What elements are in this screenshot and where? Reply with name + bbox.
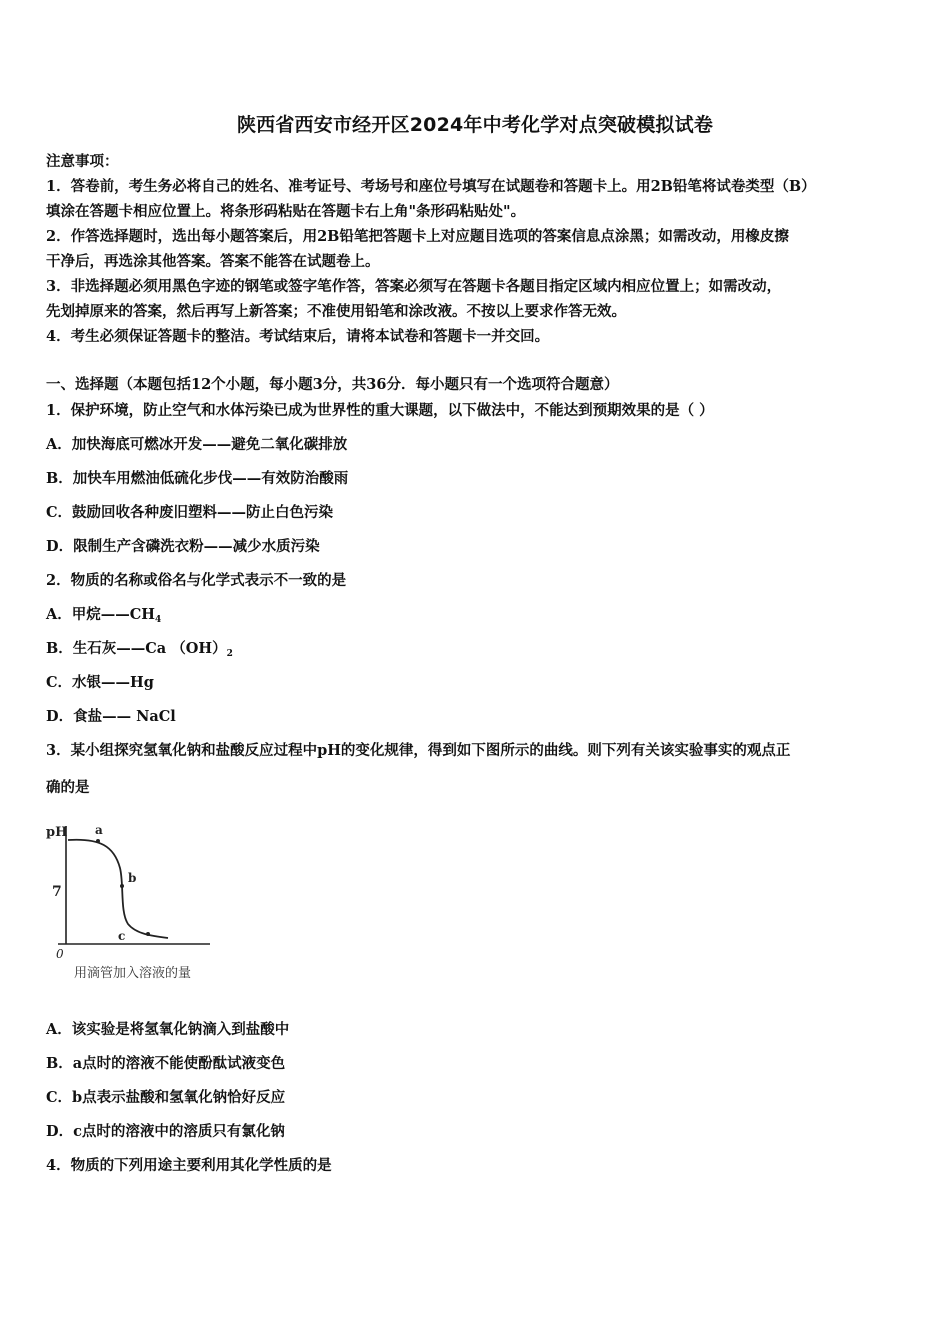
question-2-option-c: C．水银——Hg <box>46 674 154 691</box>
point-c-dot <box>146 932 150 936</box>
point-c-label: c <box>118 929 126 943</box>
question-1-option-d: D．限制生产含磷洗衣粉——减少水质污染 <box>46 538 320 555</box>
question-1-option-a: A．加快海底可燃冰开发——避免二氧化碳排放 <box>46 436 348 453</box>
point-a-label: a <box>95 823 103 837</box>
question-2-option-d: D．食盐—— NaCl <box>46 708 176 725</box>
question-1-option-b: B．加快车用燃油低硫化步伐——有效防治酸雨 <box>46 470 349 487</box>
point-b-dot <box>120 884 124 888</box>
y-axis-label: pH <box>46 825 68 840</box>
question-3-stem-line-2: 确的是 <box>46 779 90 796</box>
question-3-stem-line-1: 3．某小组探究氢氧化钠和盐酸反应过程中pH的变化规律，得到如下图所示的曲线。则下列有关该实验事实的观点正 <box>46 742 791 759</box>
x-axis-caption: 用滴管加入溶液的量 <box>74 966 192 981</box>
subscript: 2 <box>226 649 233 659</box>
ph-curve-svg <box>40 812 220 962</box>
question-2-option-a <box>46 608 161 625</box>
question-2-option-b <box>46 642 233 659</box>
page-title: 陕西省西安市经开区2024年中考化学对点突破模拟试卷 <box>236 114 714 136</box>
question-2-option-b-text: B．生石灰——Ca （OH） <box>46 640 227 657</box>
notice-heading: 注意事项： <box>46 153 119 170</box>
section-heading: 一、选择题（本题包括12个小题，每小题3分，共36分．每小题只有一个选项符合题意） <box>46 376 619 393</box>
question-3-option-b: B．a点时的溶液不能使酚酞试液变色 <box>46 1055 286 1072</box>
question-1-option-c: C．鼓励回收各种废旧塑料——防止白色污染 <box>46 504 334 521</box>
question-3-option-a: A．该实验是将氢氧化钠滴入到盐酸中 <box>46 1021 290 1038</box>
question-4-stem: 4．物质的下列用途主要利用其化学性质的是 <box>46 1157 332 1174</box>
subscript: 4 <box>155 615 162 625</box>
question-3-option-c: C．b点表示盐酸和氢氧化钠恰好反应 <box>46 1089 286 1106</box>
question-3-option-d: D．c点时的溶液中的溶质只有氯化钠 <box>46 1123 285 1140</box>
origin-label: 0 <box>56 947 64 961</box>
notice-line: 干净后，再选涂其他答案。答案不能答在试题卷上。 <box>46 253 380 270</box>
point-b-label: b <box>128 871 137 885</box>
notice-line: 3．非选择题必须用黑色字迹的钢笔或签字笔作答，答案必须写在答题卡各题目指定区域内相应位置上；如需改动， <box>46 278 782 295</box>
point-a-dot <box>96 839 100 843</box>
notice-line: 填涂在答题卡相应位置上。将条形码粘贴在答题卡右上角"条形码粘贴处"。 <box>46 203 526 220</box>
question-2-stem: 2．物质的名称或俗名与化学式表示不一致的是 <box>46 572 347 589</box>
notice-line: 1．答卷前，考生务必将自己的姓名、准考证号、考场号和座位号填写在试题卷和答题卡上。用2B铅笔将试卷类型（B） <box>46 178 816 195</box>
notice-line: 4．考生必须保证答题卡的整洁。考试结束后，请将本试卷和答题卡一并交回。 <box>46 328 550 345</box>
notice-line: 先划掉原来的答案，然后再写上新答案；不准使用铅笔和涂改液。不按以上要求作答无效。 <box>46 303 626 320</box>
question-2-option-a-text: A．甲烷——CH <box>46 606 155 623</box>
question-1-stem: 1．保护环境，防止空气和水体污染已成为世界性的重大课题，以下做法中，不能达到预期效果的是（ ） <box>46 402 714 419</box>
notice-line: 2．作答选择题时，选出每小题答案后，用2B铅笔把答题卡上对应题目选项的答案信息点涂黑；如需改动，用橡皮擦 <box>46 228 789 245</box>
ph-curve <box>68 840 168 938</box>
y-tick-7: 7 <box>52 884 62 900</box>
